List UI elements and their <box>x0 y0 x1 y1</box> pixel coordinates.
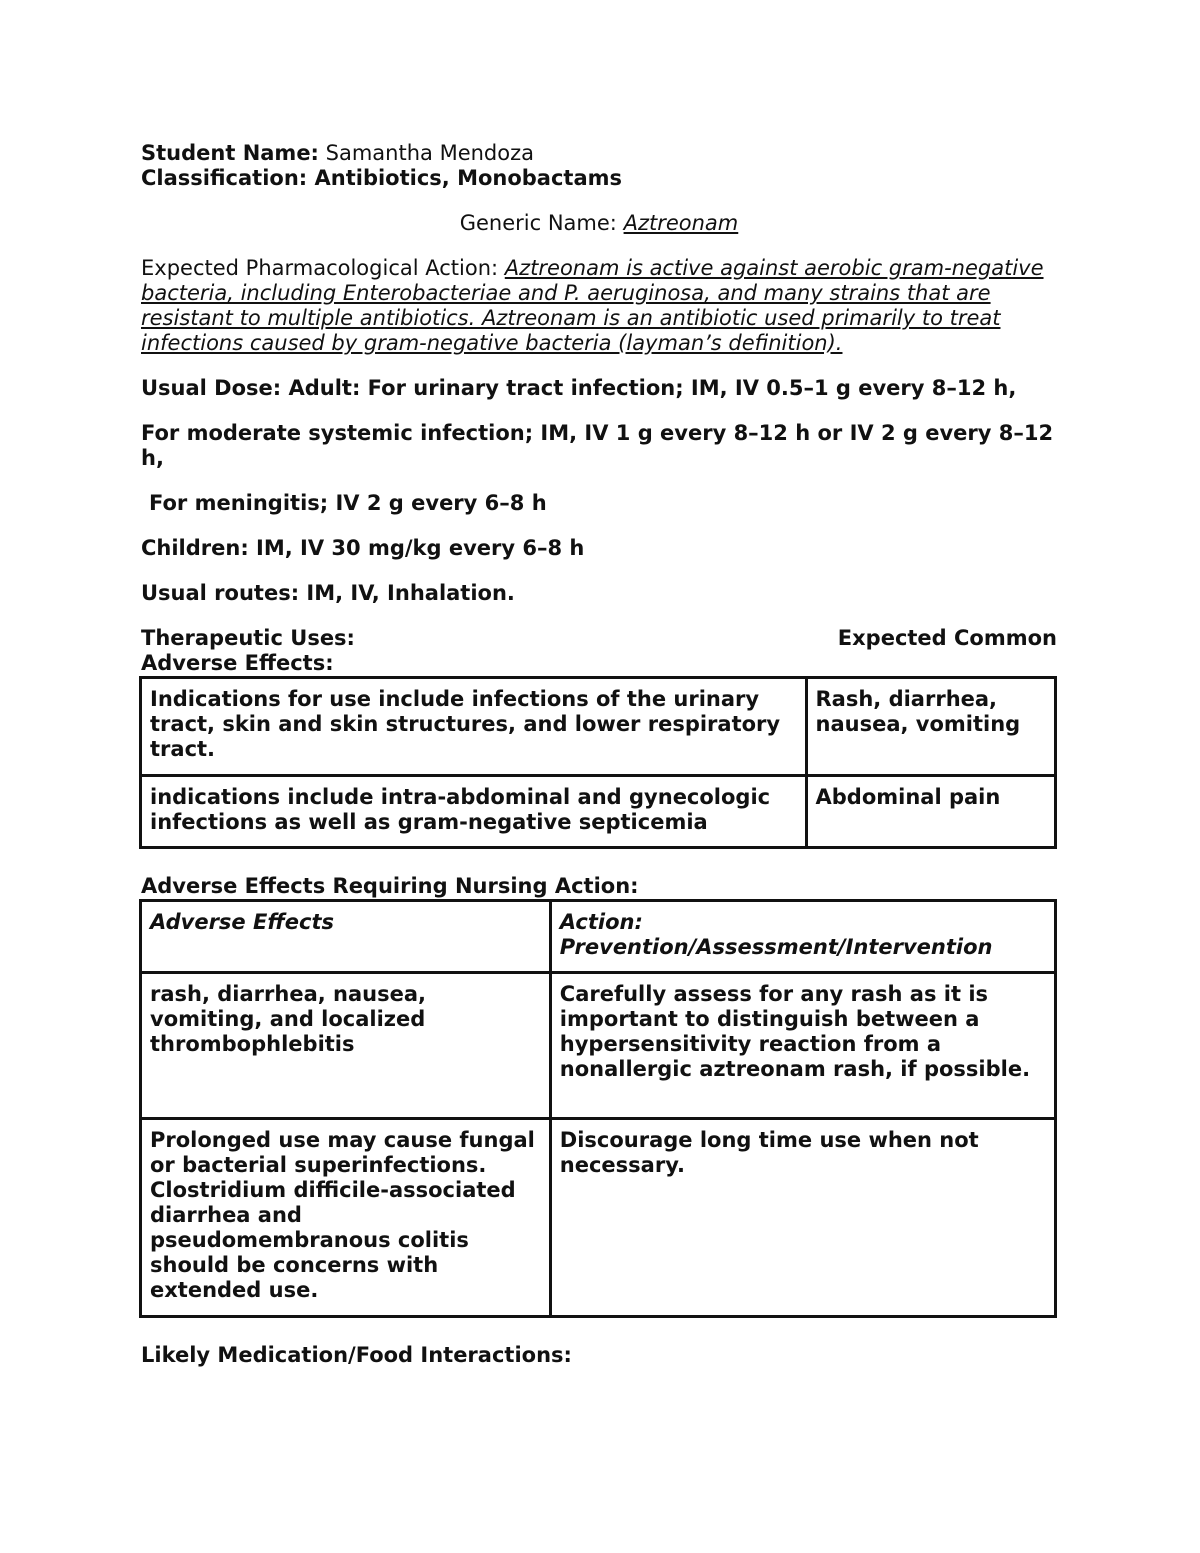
therapeutic-uses-label: Therapeutic Uses: <box>141 626 355 650</box>
table-header-row <box>141 901 1056 973</box>
action-header-line1: Action: <box>559 910 643 934</box>
nursing-action-title: Adverse Effects Requiring Nursing Action: <box>141 874 639 898</box>
student-name-label: Student Name: <box>141 141 319 165</box>
adverse-effects-header: Adverse Effects <box>141 901 551 973</box>
pharmacological-action-text: Aztreonam is active against aerobic gram-negative bacteria, including Enterobacteriae and P. aeruginosa, and many strains that are resistant to multiple antibiotics. Aztreonam is an antibiotic used primarily to treat infections caused by gram-negative bacteria (layman’s definition). <box>141 256 1044 355</box>
student-name-value: Samantha Mendoza <box>325 141 534 165</box>
document-page <box>141 141 1057 1368</box>
action-header <box>550 901 1055 973</box>
usual-routes: Usual routes: IM, IV, Inhalation. <box>141 581 515 605</box>
classification-value: Antibiotics, Monobactams <box>314 166 623 190</box>
dose-moderate-infection: For moderate systemic infection; IM, IV 1 g every 8–12 h or IV 2 g every 8–12 h, <box>141 421 1054 470</box>
nursing-action-table <box>139 899 1057 1318</box>
adverse-effect-cell: Prolonged use may cause fungal or bacterial superinfections. Clostridium difficile-associated diarrhea and pseudomembranous colitis should be concerns with extended use. <box>141 1119 551 1317</box>
therapeutic-uses-table <box>139 676 1057 849</box>
expected-common-label: Expected Common <box>837 626 1057 650</box>
therapeutic-use-cell: Indications for use include infections of the urinary tract, skin and skin structures, and lower respiratory tract. <box>141 678 807 776</box>
generic-name-label: Generic Name: <box>459 211 617 235</box>
common-adverse-effect-cell: Rash, diarrhea, nausea, vomiting <box>806 678 1056 776</box>
adverse-effects-label: Adverse Effects: <box>141 651 334 675</box>
adverse-effect-cell: rash, diarrhea, nausea, vomiting, and localized thrombophlebitis <box>141 973 551 1119</box>
table-row <box>141 678 1056 776</box>
pharmacological-action <box>141 256 1057 356</box>
pharmacological-action-label: Expected Pharmacological Action: <box>141 256 499 280</box>
nursing-action-cell: Discourage long time use when not necessary. <box>550 1119 1055 1317</box>
common-adverse-effect-cell: Abdominal pain <box>806 776 1056 848</box>
dose-meningitis: For meningitis; IV 2 g every 6–8 h <box>149 491 547 515</box>
generic-name-line <box>141 211 1057 236</box>
interactions-title: Likely Medication/Food Interactions: <box>141 1343 572 1367</box>
dose-adult-uti: Usual Dose: Adult: For urinary tract infection; IM, IV 0.5–1 g every 8–12 h, <box>141 376 1017 400</box>
classification-line <box>141 166 1057 191</box>
action-header-line2: Prevention/Assessment/Intervention <box>559 935 993 959</box>
table-row <box>141 776 1056 848</box>
generic-name-value: Aztreonam <box>623 211 739 235</box>
student-name-line <box>141 141 1057 166</box>
table-row <box>141 973 1056 1119</box>
uses-heading <box>141 626 1057 676</box>
therapeutic-use-cell: indications include intra-abdominal and gynecologic infections as well as gram-negative septicemia <box>141 776 807 848</box>
table-row <box>141 1119 1056 1317</box>
dose-children: Children: IM, IV 30 mg/kg every 6–8 h <box>141 536 585 560</box>
classification-label: Classification: <box>141 166 308 190</box>
nursing-action-cell: Carefully assess for any rash as it is important to distinguish between a hypersensitivity reaction from a nonallergic aztreonam rash, if possible. <box>550 973 1055 1119</box>
